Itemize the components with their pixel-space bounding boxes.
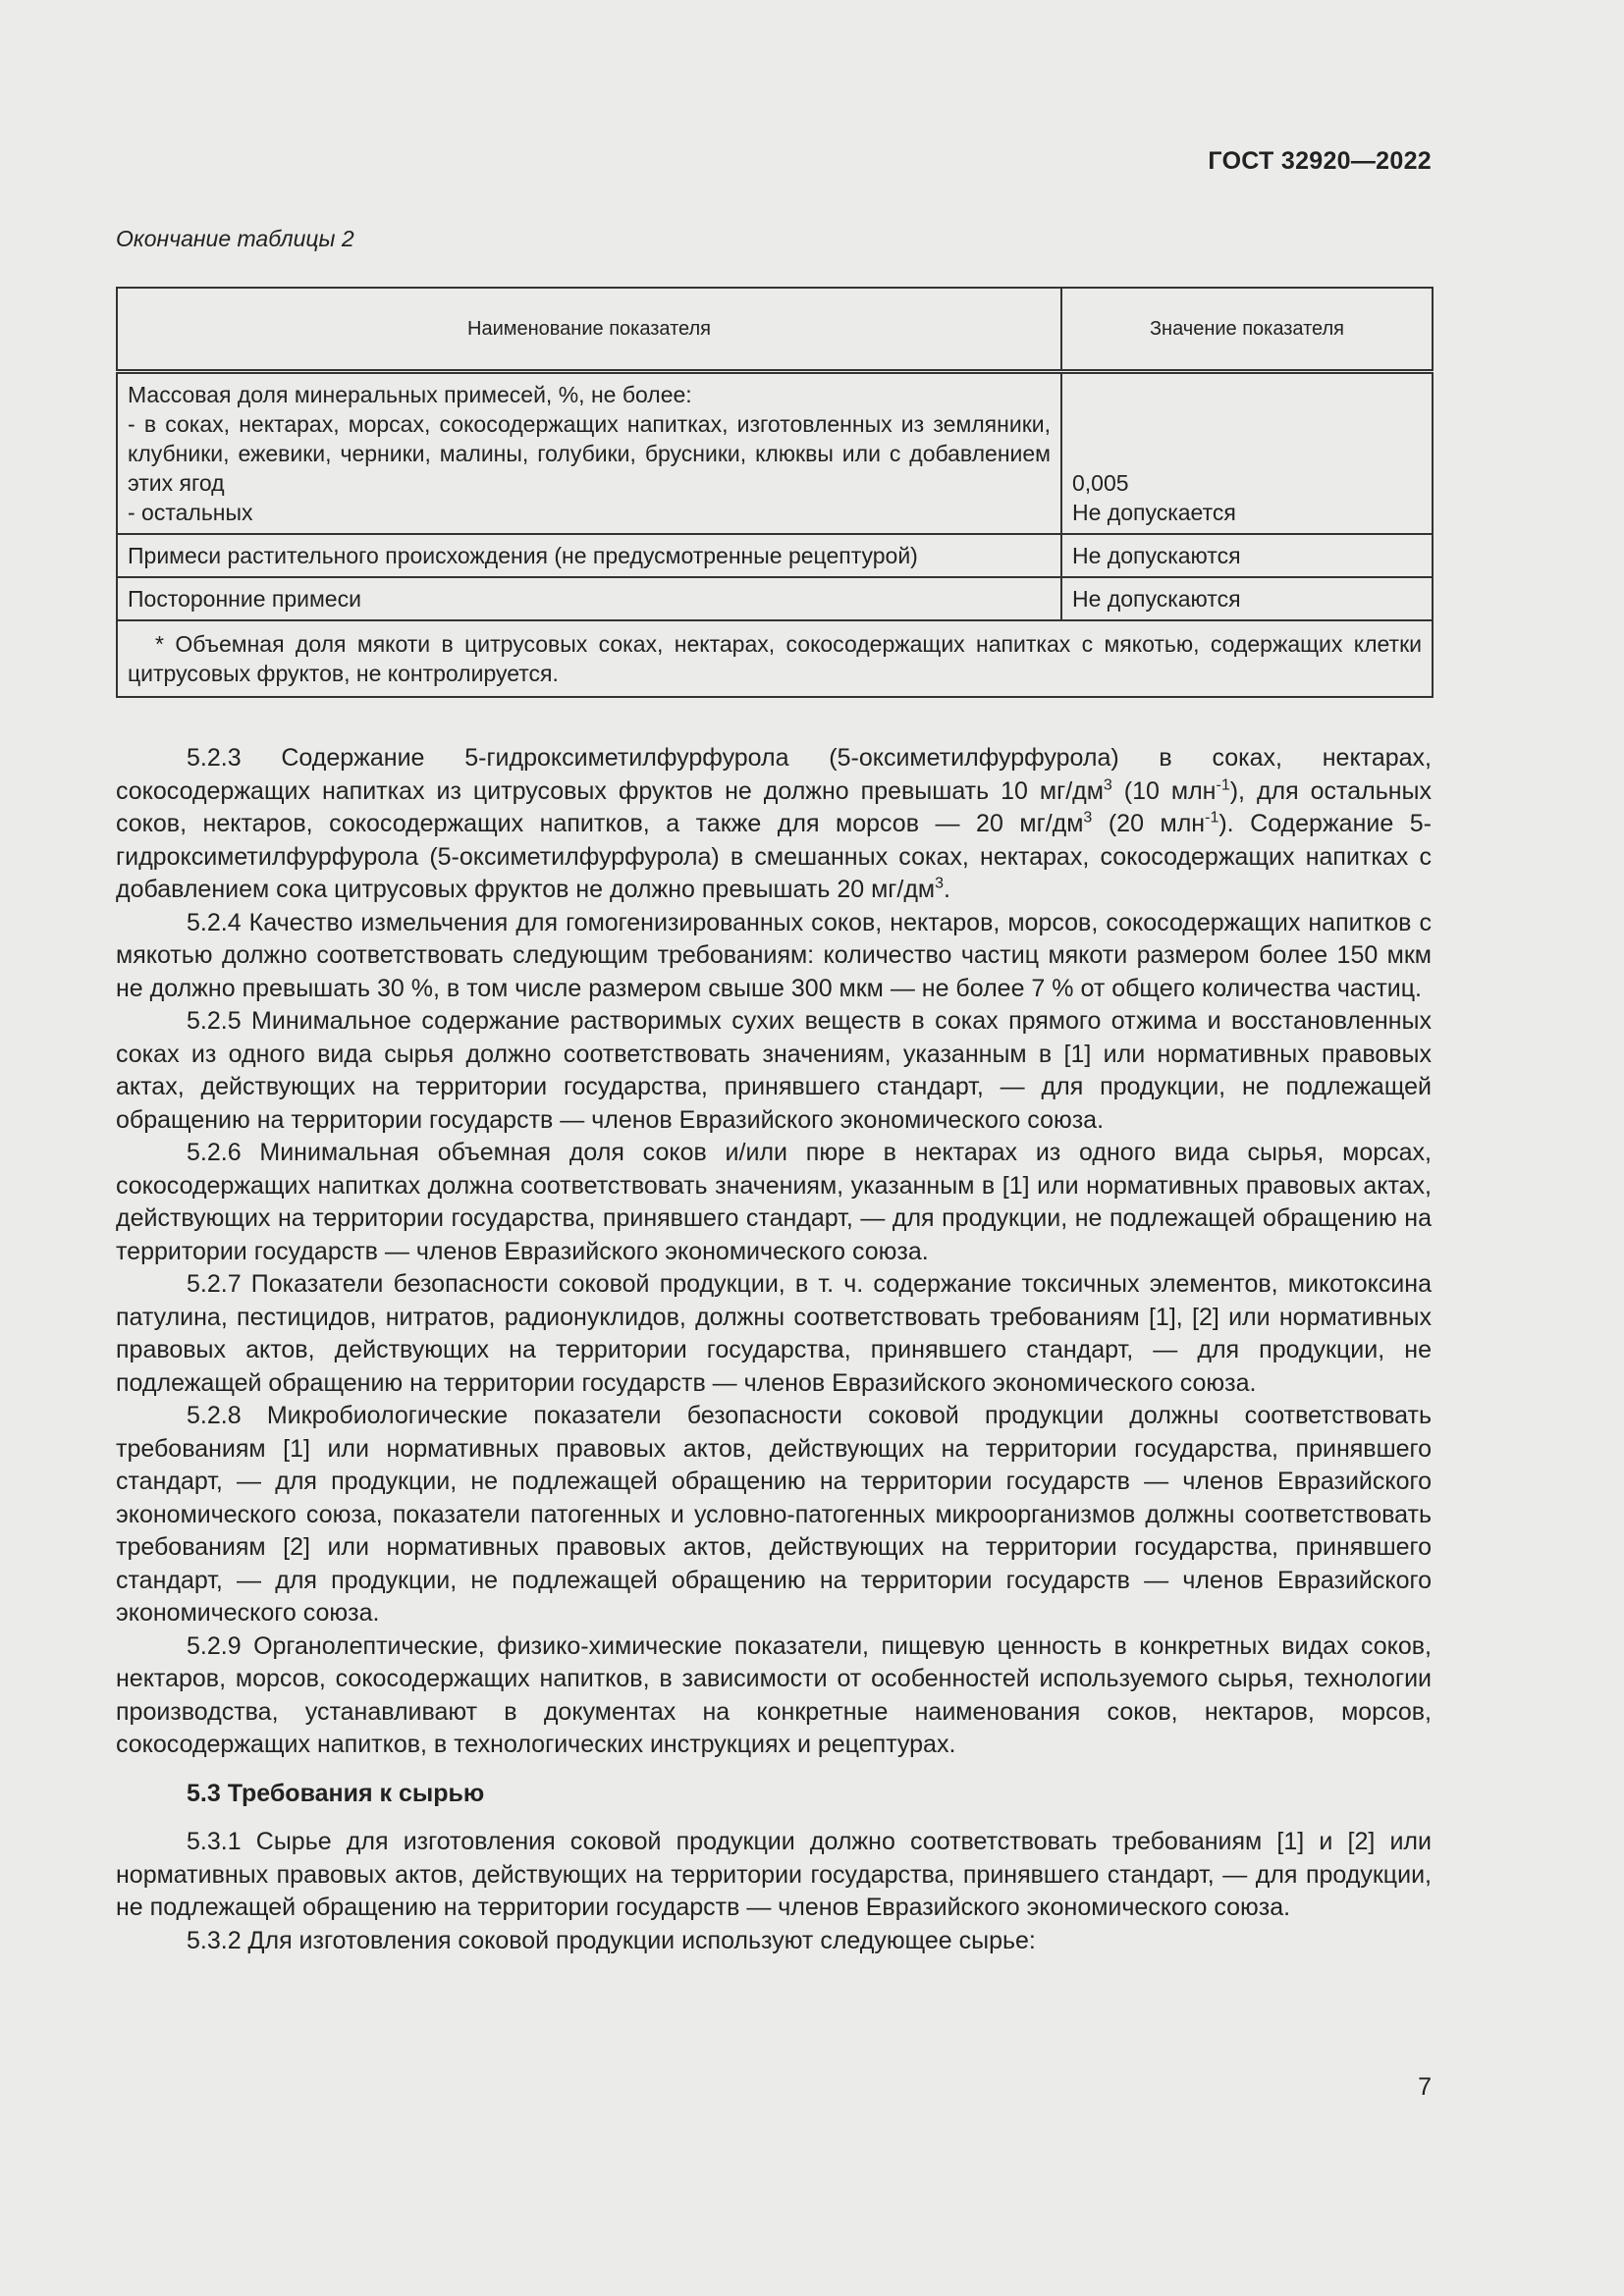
column-header-value: Значение показателя — [1061, 288, 1433, 372]
paragraph-5-2-3 — [116, 742, 1432, 907]
text-segment: (10 млн — [1111, 776, 1217, 805]
paragraph-5-2-5: 5.2.5 Минимальное содержание растворимых сухих веществ в соках прямого отжима и восстановленных соках из одного вида сырья должно соответствовать значениям, указанным в [1] или нормативных правовых актах, действующих на территории государства, принявшего стандарт, — для продукции, не подлежащей обращению на территории государств — членов Евразийского экономического союза. — [116, 1007, 1432, 1134]
paragraph-5-2-9: 5.2.9 Органолептические, физико-химические показатели, пищевую ценность в конкретных видах соков, нектаров, морсов, сокосодержащих напитков, в зависимости от особенностей используемого сырья, технологии производства, устанавливают в документах на конкретные наименования соков, нектаров, морсов, сокосодержащих напитков, в технологических инструкциях и рецептурах. — [116, 1631, 1432, 1758]
table-row — [117, 534, 1433, 577]
column-header-name: Наименование показателя — [117, 288, 1061, 372]
paragraph-5-3-2: 5.3.2 Для изготовления соковой продукции используют следующее сырье: — [187, 1926, 1036, 1954]
paragraph-5-2-8: 5.2.8 Микробиологические показатели безопасности соковой продукции должны соответствовать требованиям [1] или нормативных правовых актов, действующих на территории государства, принявшего стандарт, — для продукции, не подлежащей обращению на территории государств — членов Евразийского экономического союза, показатели патогенных и условно-патогенных микроорганизмов должны соответствовать требованиям [2] или нормативных правовых актов, действующих на территории государства, принявшего стандарт, — для продукции, не подлежащей обращению на территории государств — членов Евразийского экономического союза. — [116, 1402, 1432, 1627]
text-segment: . — [944, 876, 950, 903]
row-name-cell — [117, 372, 1061, 535]
superscript: 3 — [1083, 809, 1093, 827]
table-header-row — [117, 288, 1433, 372]
row-value-cell: Не допускаются — [1061, 534, 1433, 577]
row-value-line: Не допускается — [1072, 500, 1236, 525]
table-footnote-row — [117, 620, 1433, 697]
superscript: -1 — [1205, 809, 1219, 827]
row-value-line: 0,005 — [1072, 470, 1129, 496]
row-name-line: Массовая доля минеральных примесей, %, не более: — [128, 382, 692, 407]
section-heading-5-3: 5.3 Требования к сырью — [187, 1779, 485, 1807]
table-2 — [116, 287, 1434, 698]
text-segment: 5.2.3 Содержание 5-гидроксиметилфурфурола (5-оксиметилфурфурола) в соках, нектарах, сокосодержащих напитках из цитрусовых фруктов не должно превышать 10 мг/дм — [116, 744, 1432, 805]
page-number: 7 — [1418, 2073, 1432, 2101]
row-name-cell: Посторонние примеси — [117, 577, 1061, 620]
paragraph-5-2-6: 5.2.6 Минимальная объемная доля соков и/или пюре в нектарах из одного вида сырья, морсах, сокосодержащих напитках должна соответствовать значениям, указанным в [1] или нормативных правовых актах, действующих на территории государства, принявшего стандарт, — для продукции, не подлежащей обращению на территории государств — членов Евразийского экономического союза. — [116, 1139, 1432, 1265]
superscript: -1 — [1216, 776, 1230, 794]
paragraph-5-2-4: 5.2.4 Качество измельчения для гомогенизированных соков, нектаров, морсов, сокосодержащих напитков с мякотью должно соответствовать следующим требованиям: количество частиц мякоти размером более 150 мкм не должно превышать 30 %, в том числе размером свыше 300 мкм — не более 7 % от общего количества частиц. — [116, 908, 1432, 1002]
document-header: ГОСТ 32920—2022 — [1208, 147, 1432, 175]
table-caption: Окончание таблицы 2 — [116, 226, 354, 251]
text-segment: ). Содержание 5-гидроксиметилфурфурола (5-оксиметилфурфурола) в смешанных соках, нектарах, сокосодержащих напитках с добавлением сока цитрусовых фруктов не должно превышать 20 мг/дм — [116, 810, 1433, 903]
text-segment: ), для остальных соков, нектаров, сокосодержащих напитков, а также для морсов — 20 мг/дм — [116, 776, 1432, 837]
body-text — [116, 742, 1432, 1957]
superscript: 3 — [1103, 776, 1112, 794]
row-value-cell: Не допускаются — [1061, 577, 1433, 620]
table-row — [117, 372, 1433, 535]
paragraph-5-3-1: 5.3.1 Сырье для изготовления соковой продукции должно соответствовать требованиям [1] и [2] или нормативных правовых актов, действующих на территории государства, принявшего стандарт, — для продукции, не подлежащей обращению на территории государств — членов Евразийского экономического союза. — [116, 1828, 1432, 1921]
superscript: 3 — [935, 875, 945, 892]
table-row — [117, 577, 1433, 620]
row-name-cell: Примеси растительного происхождения (не предусмотренные рецептурой) — [117, 534, 1061, 577]
table-footnote: * Объемная доля мякоти в цитрусовых соках, нектарах, сокосодержащих напитках с мякотью, содержащих клетки цитрусовых фруктов, не контролируется. — [117, 620, 1433, 697]
text-segment: (20 млн — [1092, 810, 1206, 837]
row-value-cell — [1061, 372, 1433, 535]
row-name-line: - в соках, нектарах, морсах, сокосодержащих напитках, изготовленных из земляники, клубники, ежевики, черники, малины, голубики, брусники, клюквы или с добавлением этих ягод — [128, 411, 1051, 496]
row-name-line: - остальных — [128, 500, 253, 525]
paragraph-5-2-7: 5.2.7 Показатели безопасности соковой продукции, в т. ч. содержание токсичных элементов, микотоксина патулина, пестицидов, нитратов, радионуклидов, должны соответствовать требованиям [1], [2] или нормативных правовых актов, действующих на территории государства, принявшего стандарт, — для продукции, не подлежащей обращению на территории государств — членов Евразийского экономического союза. — [116, 1270, 1432, 1397]
